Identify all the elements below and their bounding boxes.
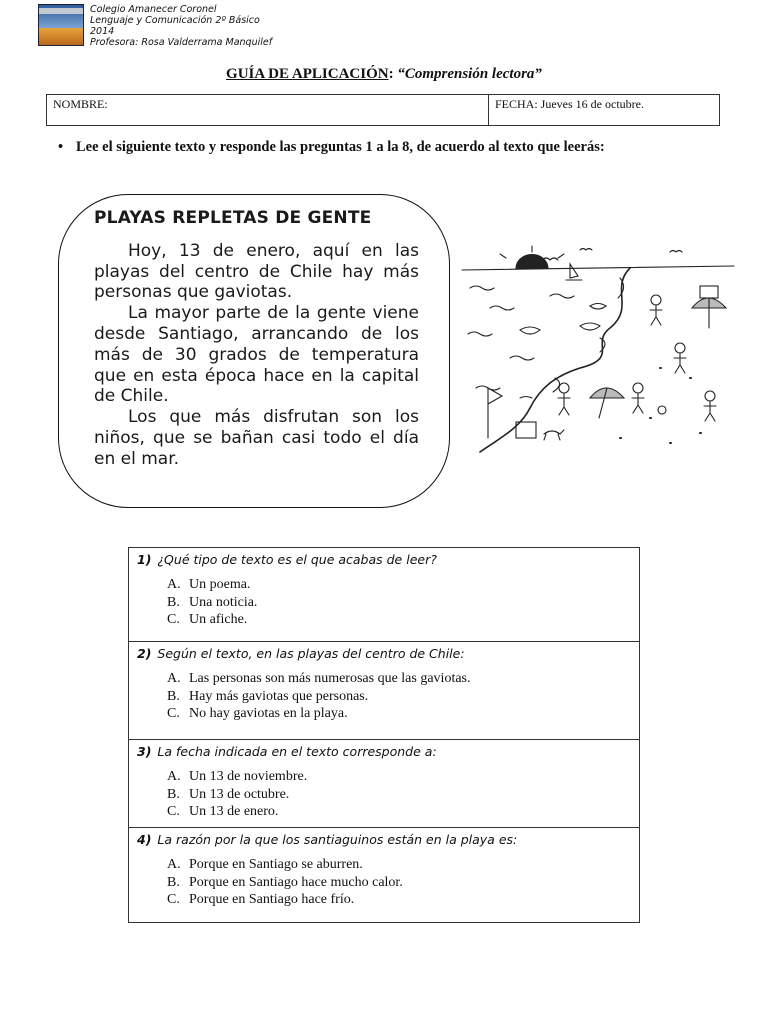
question-text: ¿Qué tipo de texto es el que acabas de leer? bbox=[157, 552, 437, 567]
question-2 bbox=[129, 642, 639, 740]
question-number: 2) bbox=[137, 646, 152, 661]
question-text: La fecha indicada en el texto corresponde a: bbox=[157, 744, 437, 759]
question-4 bbox=[129, 828, 639, 922]
guide-title bbox=[0, 66, 768, 83]
title-prefix: GUÍA DE APLICACIÓN bbox=[226, 66, 389, 82]
reading-paragraph: Hoy, 13 de enero, aquí en las playas del centro de Chile hay más personas que gaviotas. bbox=[94, 240, 419, 303]
reading-passage bbox=[94, 208, 419, 470]
school-info bbox=[90, 4, 273, 48]
option-a[interactable]: A. Las personas son más numerosas que las gaviotas. bbox=[167, 671, 471, 686]
option-c[interactable]: C. Porque en Santiago hace frío. bbox=[167, 892, 355, 907]
date-field bbox=[489, 95, 650, 125]
question-text: Según el texto, en las playas del centro de Chile: bbox=[157, 646, 465, 661]
name-field[interactable] bbox=[47, 95, 489, 125]
reading-paragraph: La mayor parte de la gente viene desde Santiago, arrancando de los más de 30 grados de temperatura que en esta época hace en la capital de Chile. bbox=[94, 303, 419, 407]
year: 2014 bbox=[90, 26, 115, 37]
school-name: Colegio Amanecer Coronel bbox=[90, 4, 217, 15]
date-label: FECHA: Jueves 16 de octubre. bbox=[495, 97, 644, 111]
title-colon: : bbox=[388, 66, 394, 82]
beach-illustration bbox=[460, 238, 736, 452]
school-logo bbox=[38, 4, 84, 46]
questions-table bbox=[128, 547, 640, 923]
option-a[interactable]: A. Un poema. bbox=[167, 577, 251, 592]
option-b[interactable]: B. Una noticia. bbox=[167, 594, 258, 610]
question-3 bbox=[129, 740, 639, 828]
option-c[interactable]: C. Un 13 de enero. bbox=[167, 804, 279, 819]
question-number: 4) bbox=[137, 832, 152, 847]
option-c[interactable]: C. No hay gaviotas en la playa. bbox=[167, 706, 348, 721]
question-text: La razón por la que los santiaguinos están en la playa es: bbox=[157, 832, 518, 847]
instruction bbox=[56, 138, 716, 156]
title-subtitle: “Comprensión lectora” bbox=[397, 66, 542, 82]
course-name: Lenguaje y Comunicación 2º Básico bbox=[90, 15, 260, 26]
bullet-icon: • bbox=[58, 139, 64, 155]
teacher-name: Profesora: Rosa Valderrama Manquilef bbox=[90, 37, 273, 48]
option-b[interactable]: B. Porque en Santiago hace mucho calor. bbox=[167, 874, 403, 890]
option-b[interactable]: B. Hay más gaviotas que personas. bbox=[167, 688, 369, 704]
option-a[interactable]: A. Un 13 de noviembre. bbox=[167, 769, 308, 784]
reading-title: PLAYAS REPLETAS DE GENTE bbox=[94, 208, 372, 228]
option-a[interactable]: A. Porque en Santiago se aburren. bbox=[167, 857, 363, 872]
reading-paragraph: Los que más disfrutan son los niños, que se bañan casi todo el día en el mar. bbox=[94, 407, 419, 469]
instruction-text: Lee el siguiente texto y responde las preguntas 1 a la 8, de acuerdo al texto que leerás: bbox=[76, 139, 605, 155]
question-number: 3) bbox=[137, 744, 152, 759]
option-c[interactable]: C. Un afiche. bbox=[167, 612, 248, 627]
name-label: NOMBRE: bbox=[53, 97, 108, 111]
question-1 bbox=[129, 548, 639, 642]
question-number: 1) bbox=[137, 552, 152, 567]
student-info-table bbox=[46, 94, 720, 126]
option-b[interactable]: B. Un 13 de octubre. bbox=[167, 786, 290, 802]
